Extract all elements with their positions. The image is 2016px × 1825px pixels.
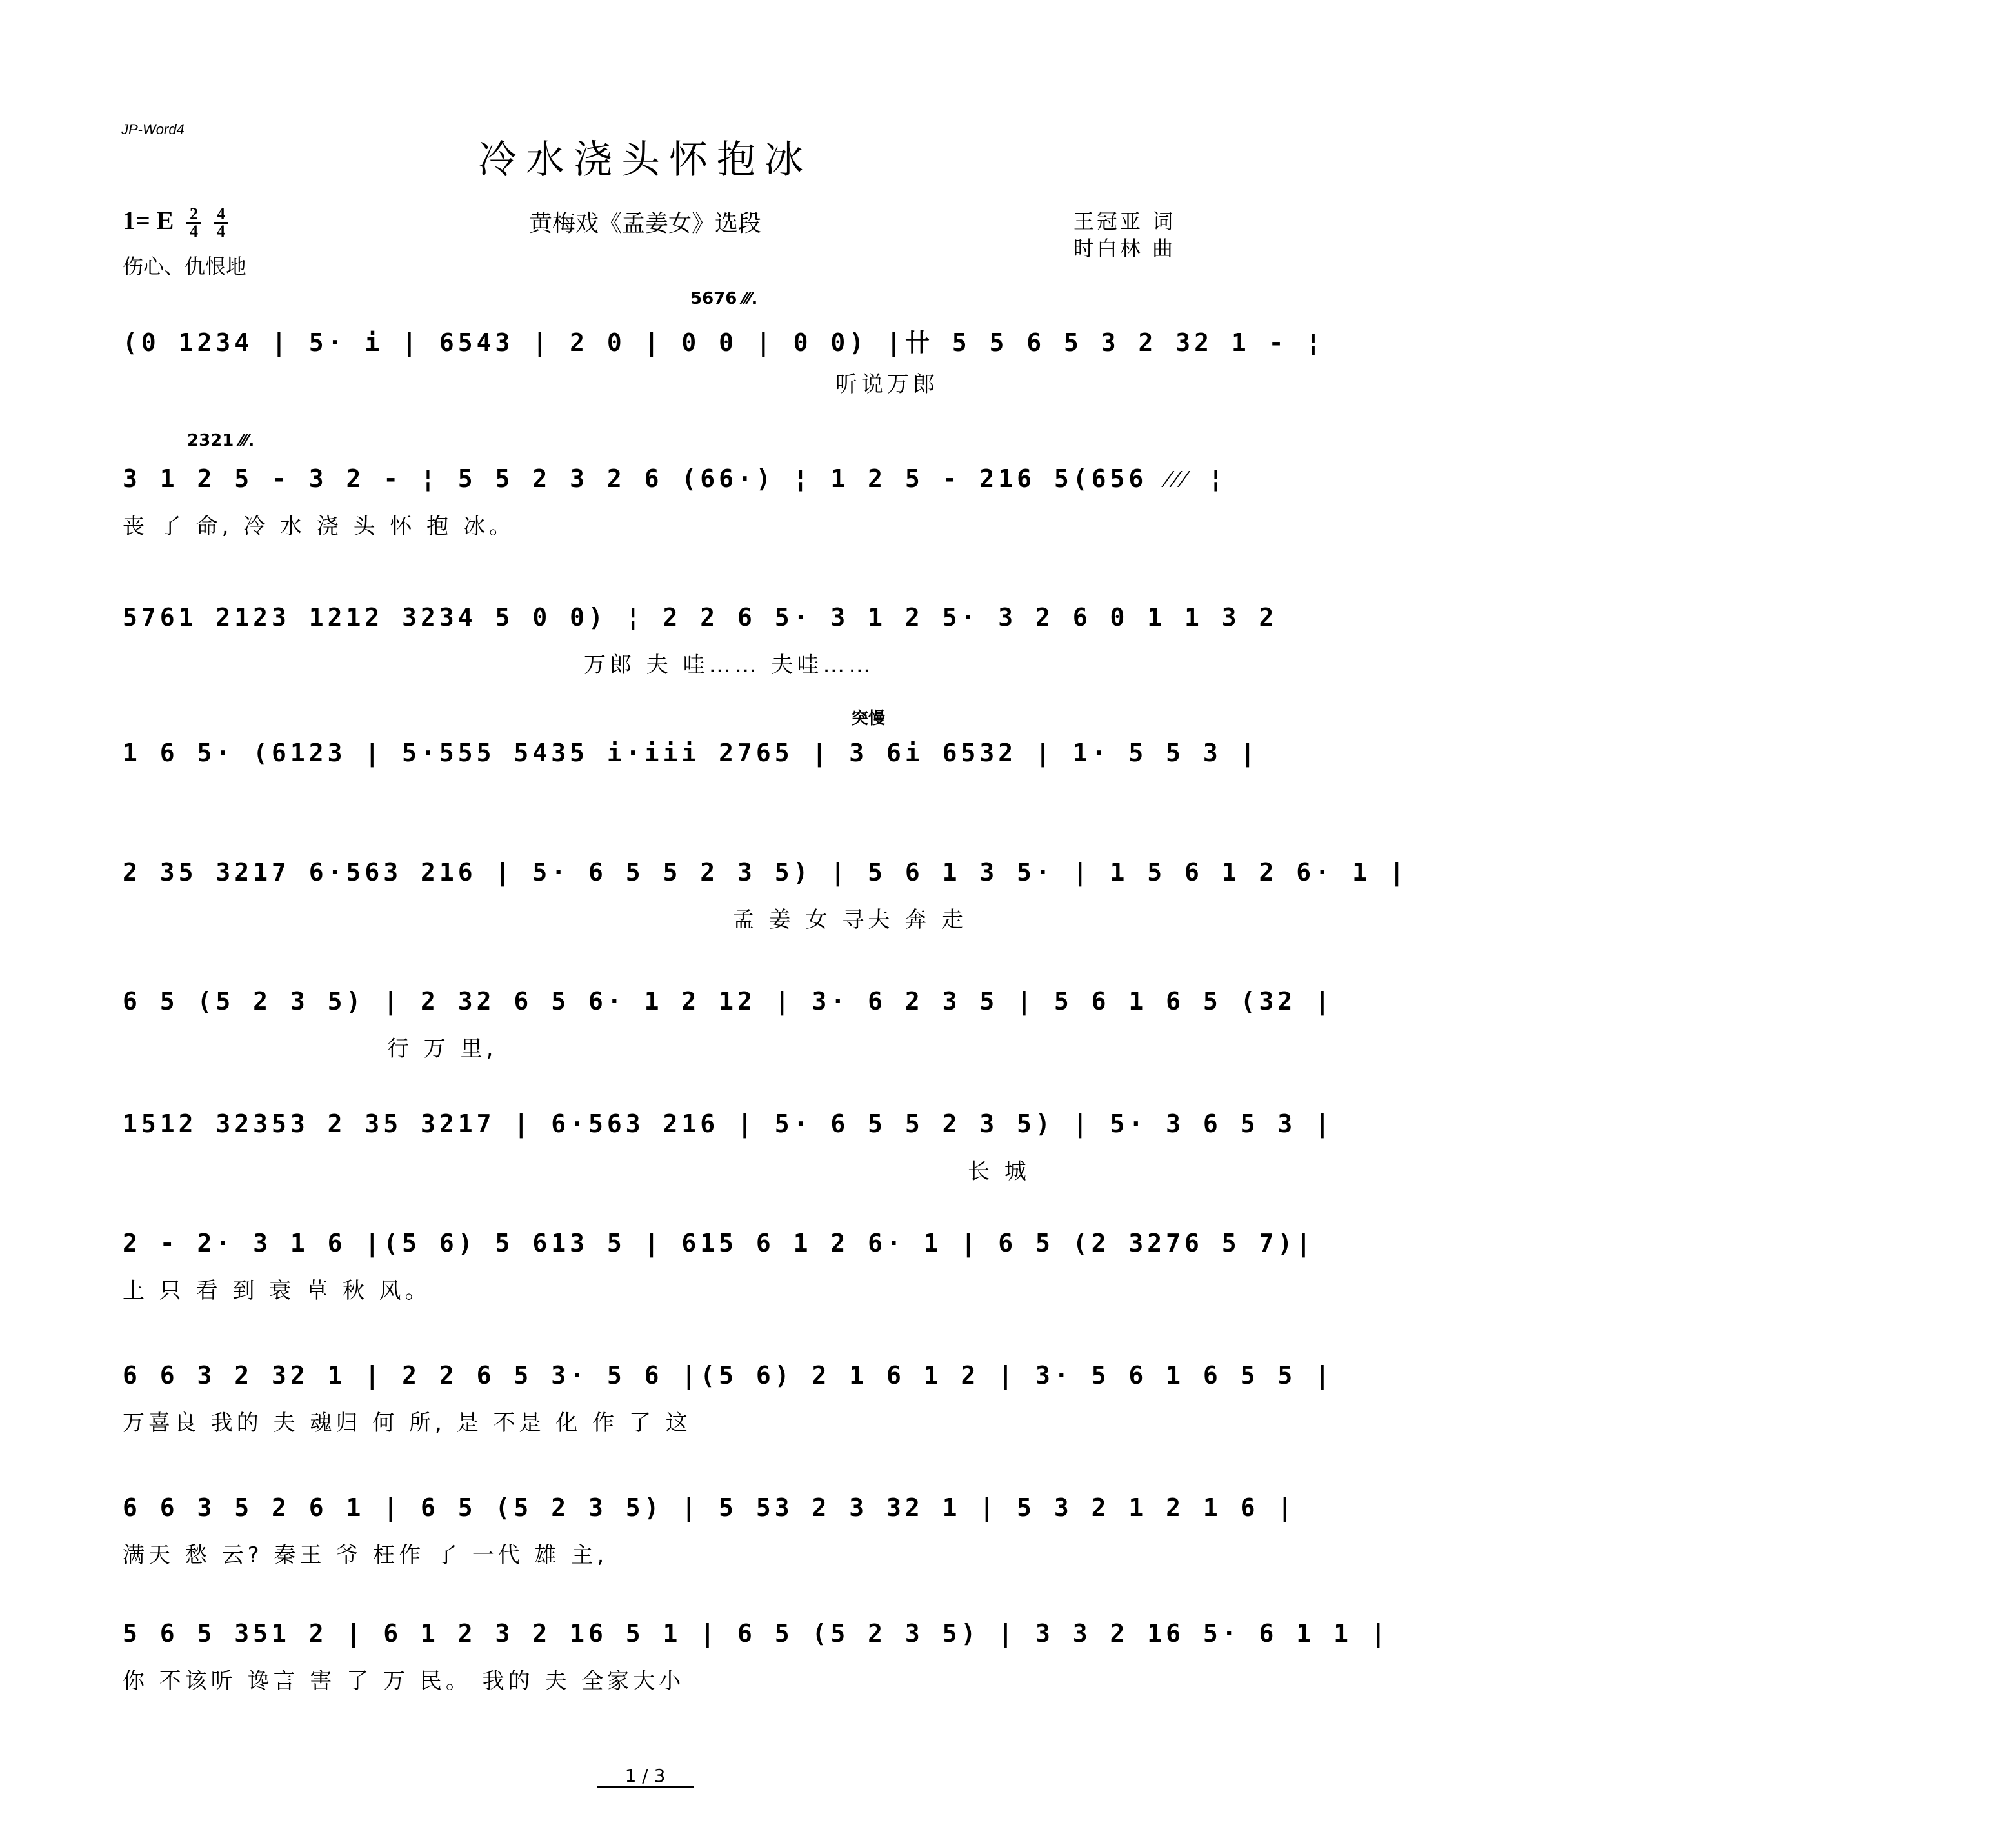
lyrics-line: 行 万 里,: [387, 1036, 497, 1062]
composer: 时白林 曲: [1073, 236, 1175, 261]
lyrics-line: 丧 了 命, 冷 水 浇 头 怀 抱 冰。: [123, 514, 515, 539]
page-number: 1 / 3: [0, 1765, 1290, 1786]
notation-line: 2 35 3217 6·563 216 | 5· 6 5 5 2 3 5) | 5 6 1 3 5· | 1 5 6 1 2 6· 1 |: [123, 858, 1408, 886]
notation-line: (0 1234 | 5· i | 6543 | 2 0 | 0 0 | 0 0) |卄 5 5 6 5 3 2 32 1 - ¦: [123, 328, 1325, 357]
performance-mark: 2321 ⁄⁄⁄.: [187, 431, 255, 450]
lyrics-line: 孟 姜 女 寻夫 奔 走: [732, 907, 968, 933]
notation-line: 2 - 2· 3 1 6 |(5 6) 5 613 5 | 615 6 1 2 6· 1 | 6 5 (2 3276 5 7)|: [123, 1229, 1315, 1257]
software-label: JP-Word4: [121, 121, 185, 137]
notation-line: 6 6 3 2 32 1 | 2 2 6 5 3· 5 6 |(5 6) 2 1 6 1 2 | 3· 5 6 1 6 5 5 |: [123, 1361, 1334, 1390]
lyrics-line: 万郎 夫 哇…… 夫哇……: [584, 652, 875, 678]
time-signature-2: $\frac{4}{4}$: [214, 206, 228, 239]
notation-line: 6 5 (5 2 3 5) | 2 32 6 5 6· 1 2 12 | 3· 6 2 3 5 | 5 6 1 6 5 (32 |: [123, 987, 1334, 1015]
lyrics-line: 万喜良 我的 夫 魂归 何 所, 是 不是 化 作 了 这: [123, 1410, 692, 1436]
key-text: 1= E: [123, 206, 174, 235]
lyrics-line: 长 城: [968, 1159, 1030, 1184]
subtitle: 黄梅戏《孟姜女》选段: [528, 210, 761, 237]
notation-line: 6 6 3 5 2 6 1 | 6 5 (5 2 3 5) | 5 53 2 3 32 1 | 5 3 2 1 2 1 6 |: [123, 1493, 1297, 1522]
lyrics-line: 听说万郎: [835, 372, 939, 397]
lyrics-line: 满天 愁 云? 秦王 爷 枉作 了 一代 雄 主,: [123, 1542, 608, 1568]
mood-marking: 伤心、仇恨地: [123, 254, 247, 279]
notation-line: 5761 2123 1212 3234 5 0 0) ¦ 2 2 6 5· 3 1 2 5· 3 2 6 0 1 1 3 2: [123, 603, 1278, 632]
notation-line: 3 1 2 5 - 3 2 - ¦ 5 5 2 3 2 6 (66·) ¦ 1 2 5 - 216 5(656 ⁄⁄⁄ ¦: [123, 464, 1227, 493]
notation-line: 1512 32353 2 35 3217 | 6·563 216 | 5· 6 5 5 2 3 5) | 5· 3 6 5 3 |: [123, 1110, 1334, 1138]
performance-mark: 5676 ⁄⁄⁄.: [690, 289, 758, 308]
notation-line: 5 6 5 351 2 | 6 1 2 3 2 16 5 1 | 6 5 (5 2 3 5) | 3 3 2 16 5· 6 1 1 |: [123, 1619, 1390, 1648]
time-signature-1: $\frac{2}{4}$: [186, 206, 201, 239]
notation-line: 1 6 5· (6123 | 5·555 5435 i·iii 2765 | 3 6i 6532 | 1· 5 5 3 |: [123, 739, 1259, 767]
lyricist: 王冠亚 词: [1073, 209, 1175, 234]
song-title: 冷水浇头怀抱冰: [478, 137, 812, 183]
performance-mark: 突慢: [852, 709, 886, 728]
lyrics-line: 你 不该听 谗言 害 了 万 民。 我的 夫 全家大小: [123, 1668, 685, 1694]
lyrics-line: 上 只 看 到 衰 草 秋 风。: [123, 1278, 431, 1304]
